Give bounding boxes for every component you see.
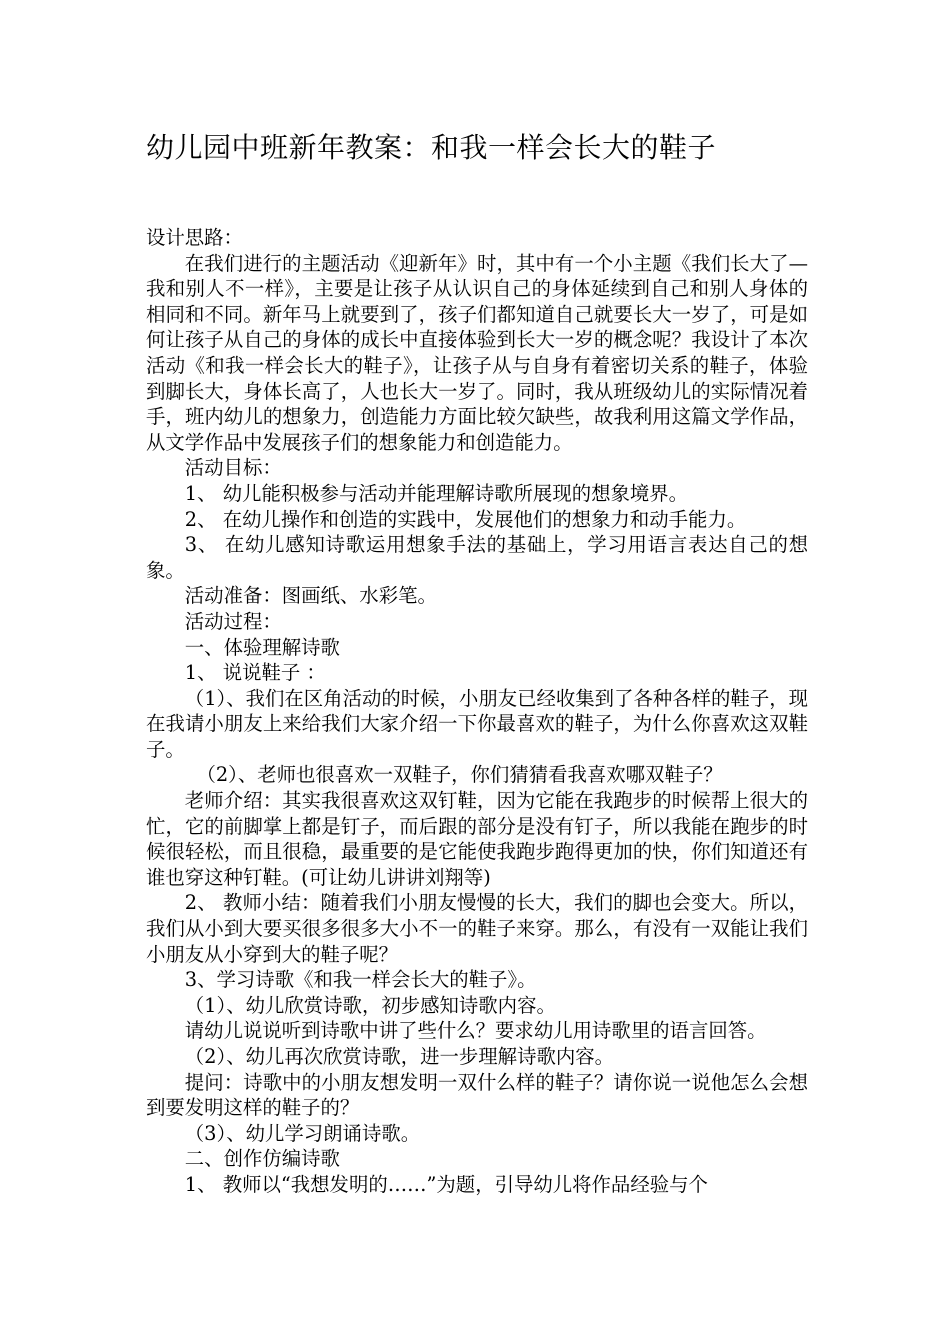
section-heading-preparation: 活动准备：图画纸、水彩笔。 — [184, 584, 437, 608]
section-heading-design-idea: 设计思路： — [146, 226, 243, 249]
process-paragraph: 提问：诗歌中的小朋友想发明一双什么样的鞋子？请你说一说他怎么会想到要发明这样的鞋子的？ — [146, 1070, 808, 1120]
objective-item: 3、 在幼儿感知诗歌运用想象手法的基础上，学习用语言表达自己的想象。 — [146, 533, 808, 582]
process-paragraph: （1）、我们在区角活动的时候，小朋友已经收集到了各种各样的鞋子，现在我请小朋友上来给我们大家介绍一下你最喜欢的鞋子，为什么你喜欢这双鞋子。 — [146, 686, 808, 761]
process-paragraph: 1、 教师以“我想发明的……”为题，引导幼儿将作品经验与个 — [184, 1172, 708, 1196]
process-paragraph: （1）、幼儿欣赏诗歌，初步感知诗歌内容。 — [184, 993, 556, 1017]
section-heading-objectives: 活动目标： — [184, 456, 282, 480]
process-step-heading: 一、体验理解诗歌 — [184, 635, 340, 659]
process-substep: 3、学习诗歌《和我一样会长大的鞋子》。 — [184, 968, 537, 992]
objective-item: 2、 在幼儿操作和创造的实践中，发展他们的想象力和动手能力。 — [184, 507, 747, 531]
process-paragraph: （2）、幼儿再次欣赏诗歌，进一步理解诗歌内容。 — [184, 1045, 615, 1068]
objective-item: 1、 幼儿能积极参与活动并能理解诗歌所展现的想象境界。 — [184, 481, 689, 505]
section-heading-process: 活动过程： — [184, 609, 282, 633]
paragraph-design-idea: 在我们进行的主题活动《迎新年》时，其中有一个小主题《我们长大了—我和别人不一样》，主要是让孩子从认识自己的身体延续到自己和别人身体的相同和不同。新年马上就要到了，孩子们都知道自己就要长大一岁了，可是如何让孩子从自己的身体的成长中直接体验到长大一岁的概念呢？我设计了本次活动《和我一样会长大的鞋子》，让孩子从与自身有着密切关系的鞋子，体验到脚长大，身体长高了，人也长大一岁了。同时，我从班级幼儿的实际情况着手，班内幼儿的想象力，创造能力方面比较欠缺些，故我利用这篇文学作品，从文学作品中发展孩子们的想象能力和创造能力。 — [146, 251, 808, 454]
process-paragraph: 老师介绍：其实我很喜欢这双钉鞋，因为它能在我跑步的时候帮上很大的忙，它的前脚掌上都是钉子，而后跟的部分是没有钉子，所以我能在跑步的时候很轻松，而且很稳，最重要的是它能使我跑步跑得更加的快，你们知道还有谁也穿这种钉鞋。(可让幼儿讲讲刘翔等) — [146, 789, 808, 889]
process-paragraph: 2、 教师小结：随着我们小朋友慢慢的长大，我们的脚也会变大。所以，我们从小到大要买很多很多大小不一的鞋子来穿。那么，有没有一双能让我们小朋友从小穿到大的鞋子呢？ — [146, 891, 808, 966]
process-paragraph: （2）、老师也很喜欢一双鞋子，你们猜猜看我喜欢哪双鞋子？ — [196, 763, 723, 787]
process-substep: 1、 说说鞋子 ： — [184, 661, 326, 685]
process-paragraph: （3）、幼儿学习朗诵诗歌。 — [184, 1121, 421, 1145]
document-title: 幼儿园中班新年教案：和我一样会长大的鞋子 — [146, 131, 717, 164]
document-body — [146, 225, 808, 1198]
process-paragraph: 请幼儿说说听到诗歌中讲了些什么？要求幼儿用诗歌里的语言回答。 — [184, 1019, 767, 1043]
process-step-heading: 二、创作仿编诗歌 — [184, 1147, 340, 1171]
